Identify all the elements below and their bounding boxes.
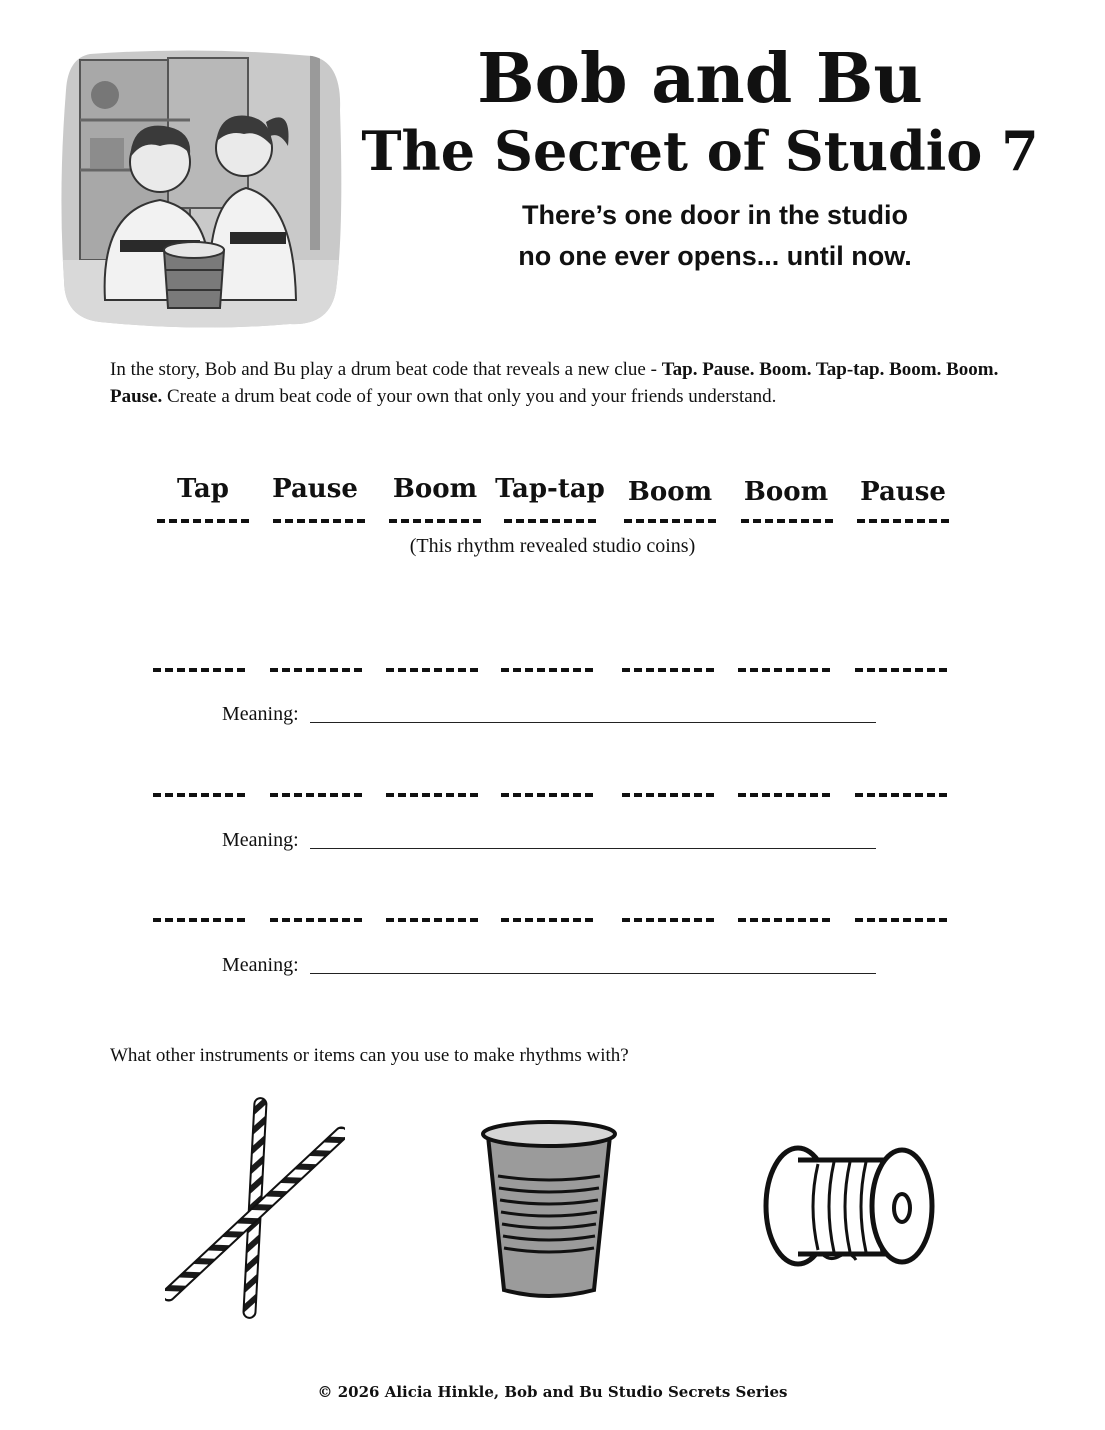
beat-blank[interactable]	[153, 668, 245, 672]
intro-paragraph	[110, 356, 1010, 410]
beat-blank[interactable]	[855, 918, 947, 922]
beat-blank[interactable]	[622, 918, 714, 922]
beat-blank[interactable]	[622, 668, 714, 672]
beat-blank[interactable]	[270, 668, 362, 672]
example-blank-6	[741, 519, 833, 523]
beat-blank[interactable]	[738, 668, 830, 672]
meaning-label: Meaning:	[222, 829, 299, 851]
example-beat-1: Tap	[177, 474, 229, 504]
example-blank-2	[273, 519, 365, 523]
tagline-line-1: There’s one door in the studio	[521, 200, 908, 230]
example-beat-7: Pause	[860, 477, 946, 507]
meaning-label: Meaning:	[222, 954, 299, 976]
example-note: (This rhythm revealed studio coins)	[409, 535, 696, 557]
example-blank-5	[624, 519, 716, 523]
beat-blank[interactable]	[738, 918, 830, 922]
beat-blank[interactable]	[153, 793, 245, 797]
beat-blank[interactable]	[270, 918, 362, 922]
page-subtitle: The Secret of Studio 7	[361, 119, 1039, 183]
beat-blank[interactable]	[855, 793, 947, 797]
beat-blank[interactable]	[386, 918, 478, 922]
footer-copyright: © 2026 Alicia Hinkle, Bob and Bu Studio Secrets Series	[317, 1383, 788, 1401]
beat-blank[interactable]	[153, 918, 245, 922]
beat-blank[interactable]	[622, 793, 714, 797]
example-blank-4	[504, 519, 596, 523]
instruments-question: What other instruments or items can you use to make rhythms with?	[110, 1045, 629, 1066]
beat-blank[interactable]	[386, 793, 478, 797]
example-beat-2: Pause	[272, 474, 358, 504]
straws-icon	[165, 1092, 345, 1322]
beat-blank[interactable]	[738, 793, 830, 797]
meaning-label: Meaning:	[222, 703, 299, 725]
cup-icon	[478, 1118, 620, 1300]
example-beat-6: Boom	[743, 477, 829, 507]
meaning-blank[interactable]	[310, 722, 876, 723]
intro-text-start: In the story, Bob and Bu play a drum beat code that reveals a new clue -	[110, 359, 662, 380]
spool-icon	[760, 1140, 940, 1274]
beat-blank[interactable]	[501, 918, 593, 922]
example-beat-4: Tap-tap	[495, 474, 605, 504]
tagline-line-2: no one ever opens... until now.	[518, 241, 912, 271]
beat-blank[interactable]	[855, 668, 947, 672]
intro-drum-code: Tap. Pause. Boom. Tap-tap. Boom. Boom. Pause.	[110, 359, 999, 407]
example-blank-1	[157, 519, 249, 523]
page-title: Bob and Bu	[477, 39, 923, 119]
example-beat-5: Boom	[627, 477, 713, 507]
example-beat-3: Boom	[392, 474, 478, 504]
beat-blank[interactable]	[270, 793, 362, 797]
meaning-blank[interactable]	[310, 973, 876, 974]
meaning-blank[interactable]	[310, 848, 876, 849]
kids-drum-illustration	[60, 50, 342, 328]
beat-blank[interactable]	[386, 668, 478, 672]
intro-text-end: Create a drum beat code of your own that only you and your friends understand.	[162, 386, 777, 407]
beat-blank[interactable]	[501, 793, 593, 797]
beat-blank[interactable]	[501, 668, 593, 672]
example-blank-3	[389, 519, 481, 523]
example-blank-7	[857, 519, 949, 523]
